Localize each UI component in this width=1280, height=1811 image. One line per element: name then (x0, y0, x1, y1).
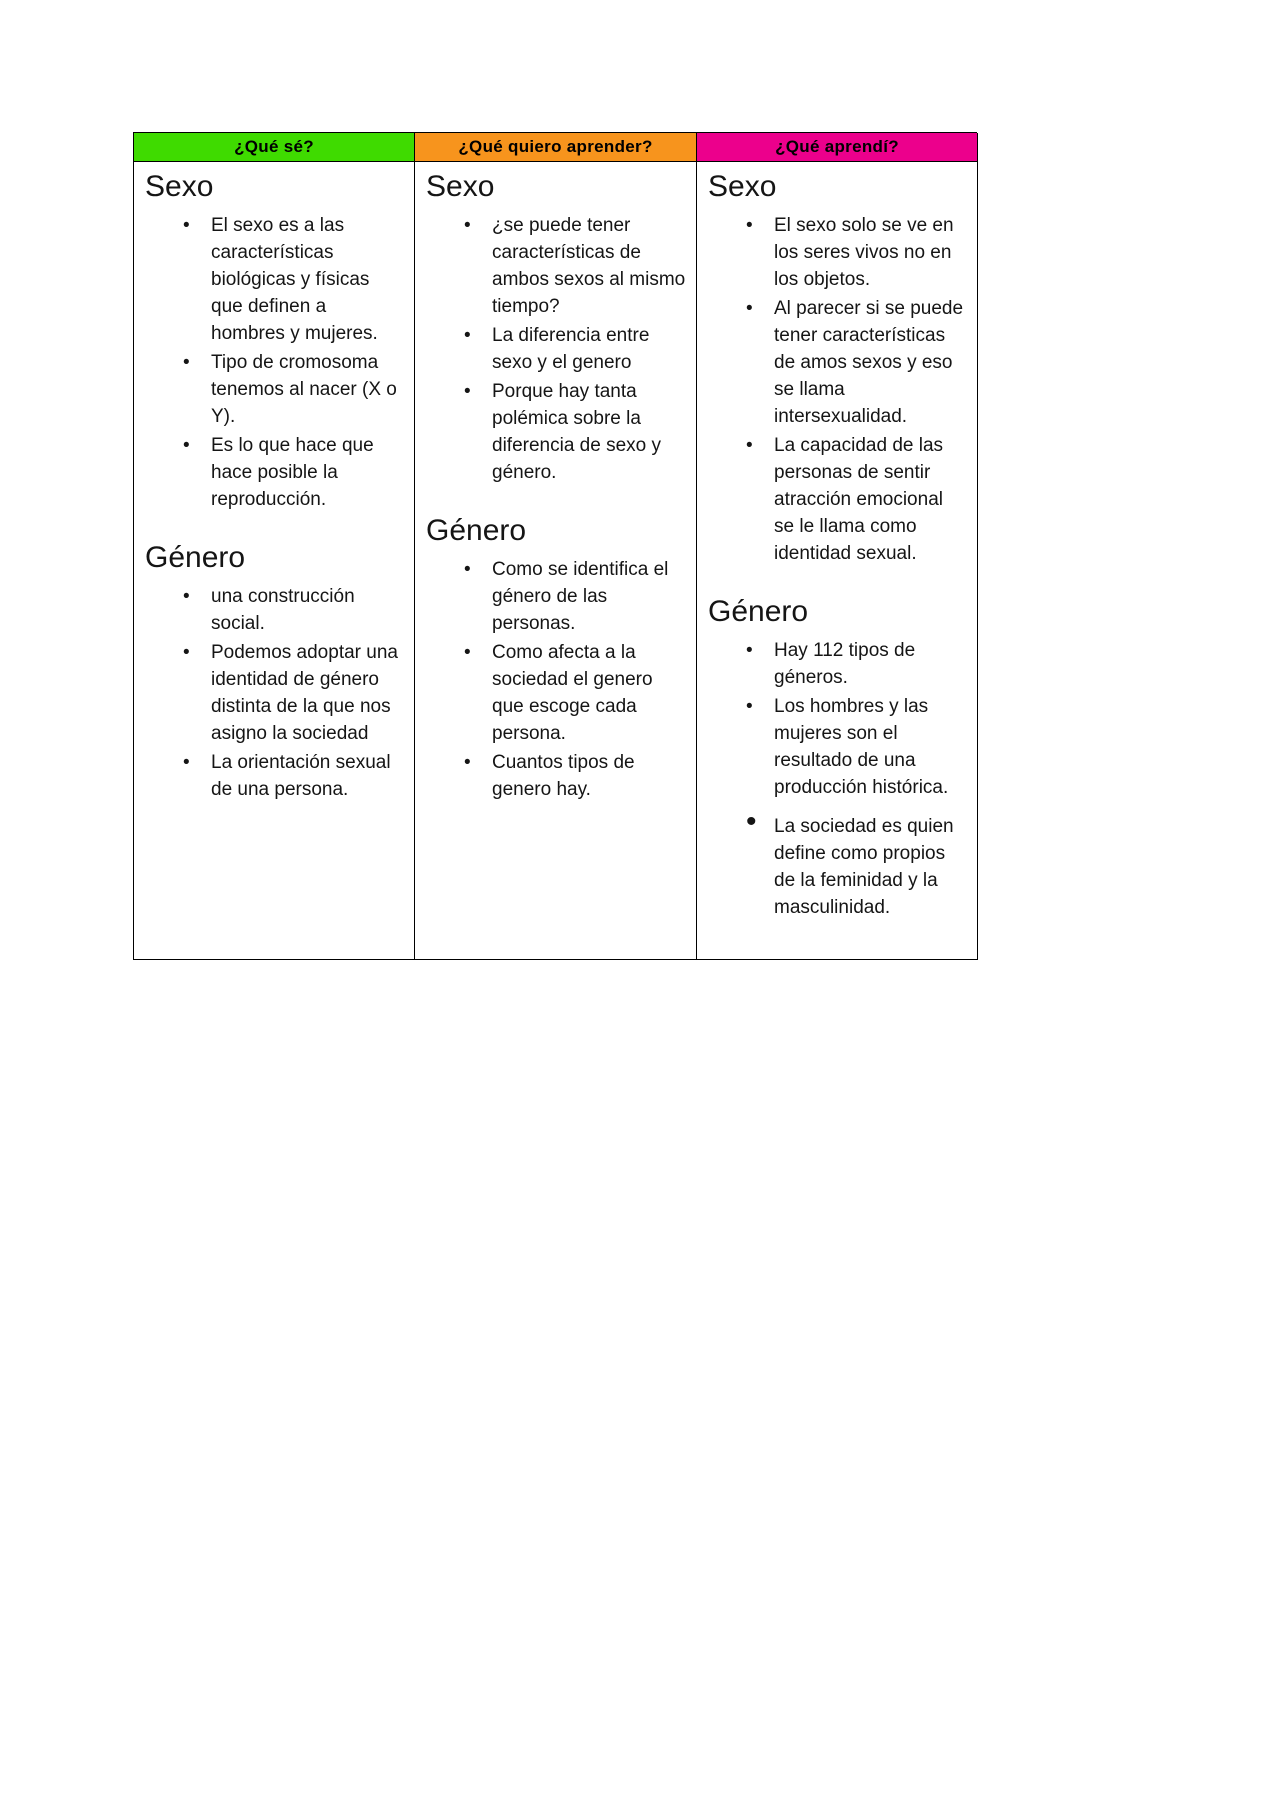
bullet-list (144, 583, 404, 803)
bullet-item: • Como afecta a la sociedad el genero que escoge cada persona. (425, 639, 686, 747)
section-sexo (707, 170, 967, 567)
section-sexo (144, 170, 404, 513)
section-heading: Género (145, 541, 246, 574)
bullet-item: • Hay 112 tipos de géneros. (707, 637, 967, 691)
bullet-list (707, 637, 967, 921)
section-heading: Sexo (145, 170, 214, 203)
section-heading: Género (708, 595, 809, 628)
bullet-item: • La capacidad de las personas de sentir atracción emocional se le llama como identidad sexual. (707, 432, 967, 567)
kwl-table (133, 132, 977, 960)
bullet-list (144, 212, 404, 513)
header-que-quiero-aprender: ¿Qué quiero aprender? (415, 133, 697, 162)
bullet-list (425, 556, 686, 803)
bullet-item: • El sexo es a las características biológicas y físicas que definen a hombres y mujeres. (144, 212, 404, 347)
bullet-list (425, 212, 686, 486)
section-heading: Sexo (426, 170, 495, 203)
column-que-se (134, 162, 415, 960)
bullet-item: • La sociedad es quien define como propios de la feminidad y la masculinidad. (707, 813, 967, 921)
header-que-se: ¿Qué sé? (134, 133, 415, 162)
section-genero (144, 541, 404, 803)
section-heading: Sexo (708, 170, 777, 203)
bullet-item: • Los hombres y las mujeres son el resultado de una producción histórica. (707, 693, 967, 801)
bullet-item: • La orientación sexual de una persona. (144, 749, 404, 803)
section-sexo (425, 170, 686, 486)
bullet-item: • Tipo de cromosoma tenemos al nacer (X o Y). (144, 349, 404, 430)
bullet-item: • una construcción social. (144, 583, 404, 637)
bullet-item: • La diferencia entre sexo y el genero (425, 322, 686, 376)
section-genero (425, 514, 686, 803)
header-que-aprendi: ¿Qué aprendí? (697, 133, 978, 162)
bullet-item: • Al parecer si se puede tener características de amos sexos y eso se llama intersexualidad. (707, 295, 967, 430)
bullet-item: • Podemos adoptar una identidad de género distinta de la que nos asigno la sociedad (144, 639, 404, 747)
section-heading: Género (426, 514, 527, 547)
bullet-item: • ¿se puede tener características de ambos sexos al mismo tiempo? (425, 212, 686, 320)
section-genero (707, 595, 967, 921)
bullet-item: • Como se identifica el género de las personas. (425, 556, 686, 637)
bullet-item: • El sexo solo se ve en los seres vivos no en los objetos. (707, 212, 967, 293)
bullet-item: • Es lo que hace que hace posible la reproducción. (144, 432, 404, 513)
column-que-quiero-aprender (415, 162, 697, 960)
bullet-item: • Cuantos tipos de genero hay. (425, 749, 686, 803)
bullet-item: • Porque hay tanta polémica sobre la diferencia de sexo y género. (425, 378, 686, 486)
column-que-aprendi (697, 162, 978, 960)
bullet-list (707, 212, 967, 567)
